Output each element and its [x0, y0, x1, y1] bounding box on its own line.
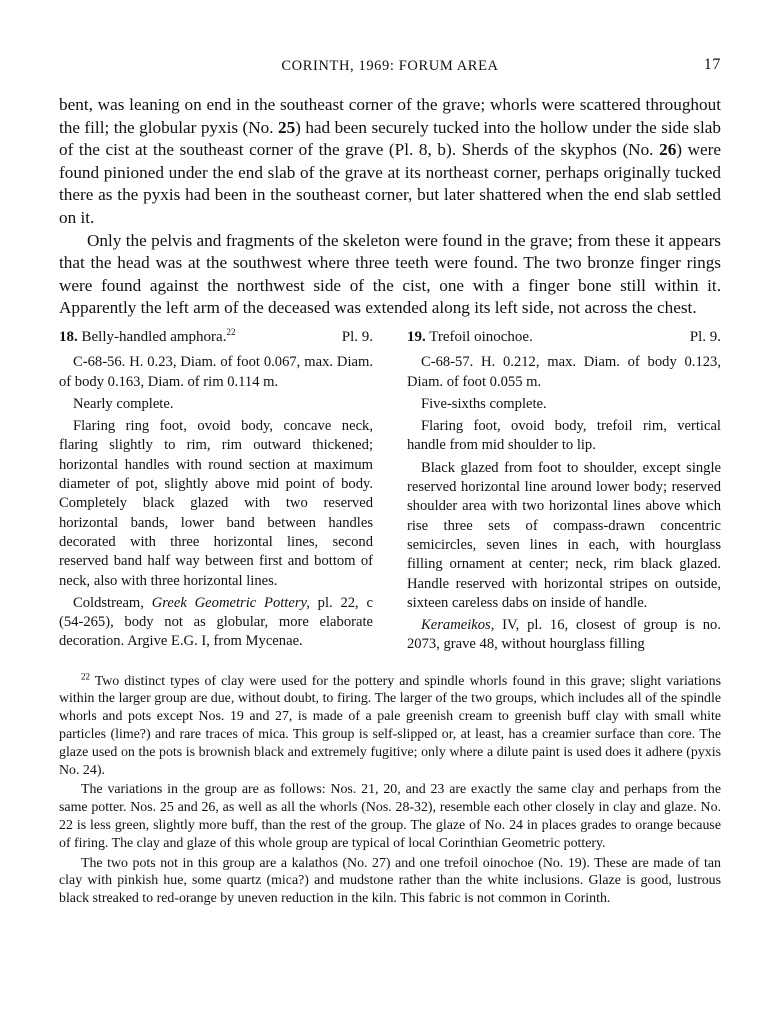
condition: Five-sixths complete. — [421, 395, 547, 412]
description-form: Flaring foot, ovoid body, trefoil rim, vertical handle from mid shoulder to lip. — [407, 418, 721, 454]
inventory-data: C-68-57. H. 0.212, max. Diam. of body 0.123, Diam. of foot 0.055 m. — [407, 354, 721, 390]
footnote-paragraph-1: $^{22}$ Two distinct types of clay were used for the pottery and spindle whorls found in this grave; slight variations within the larger group are due, without doubt, to firing. The larger of the two groups, which includes all of the spindle whorls and pots except Nos. 19 and 27, is made of a pale greenish cream to greenish buff clay with small white particles (lime?) and rare traces of mica. This group is self-slipped or, at least, has a creamier surface than core. The glaze used on the pots is brownish black and extremely fugitive; only where a dilute paint is used does it adhere (pyxis No. 24). — [59, 671, 721, 778]
inventory-data: C-68-56. H. 0.23, Diam. of foot 0.067, max. Diam. of body 0.163, Diam. of rim 0.114 m. — [59, 354, 373, 390]
body-text — [59, 94, 721, 320]
plate-ref: Pl. 9. — [689, 328, 721, 345]
catalog-entry-18 — [59, 328, 373, 655]
footnote-paragraph-3: The two pots not in this group are a kalathos (No. 27) and one trefoil oinochoe (No. 19). These are made of tan clay with pinkish hue, some quartz (mica?) and mudstone rather than the white inclusions. Glaze is good, lustrous black streaked to red-orange by uneven reduction in the kiln. This fabric is not common in Corinth. — [59, 855, 721, 907]
description: Flaring ring foot, ovoid body, concave neck, flaring slightly to rim, rim outward thickened; horizontal handles with round section at maximum diameter of pot, slightly above mid point of body. Completely black glazed with two reserved horizontal bands, lower band between handles decorated with three horizontal lines, second reserved band half way between first and bottom of neck, also with three horizontal lines. — [59, 418, 373, 589]
page — [59, 56, 721, 908]
running-title: CORINTH, 1969: FORUM AREA — [281, 58, 499, 74]
bibliography: Coldstream, Greek Geometric Pottery, pl. 22, c (54-265), body not as globular, more elaborate decoration. Argive E.G. I, from Mycenae. — [59, 594, 373, 650]
running-head — [59, 56, 721, 80]
body-paragraph-2: Only the pelvis and fragments of the skeleton were found in the grave; from these it appears that the head was at the southwest where three teeth were found. The two bronze finger rings were found against the northwest side of the cist, one with a finger bone still within it. Apparently the left arm of the deceased was extended along its left side, not across the chest. — [59, 230, 721, 318]
catalog-heading: 19. Trefoil oinochoe. Pl. 9. — [407, 328, 721, 347]
plate-ref: Pl. 9. — [341, 328, 373, 345]
condition: Nearly complete. — [73, 395, 174, 412]
footnote — [59, 673, 721, 908]
catalog-columns — [59, 328, 721, 655]
page-number: 17 — [703, 56, 721, 73]
description-decoration: Black glazed from foot to shoulder, except single reserved horizontal line around lower body; reserved shoulder area with two horizontal lines above which rise three sets of compass-drawn concentric semicircles, seven lines in each, with hourglass filling ornament at center; neck, rim black glazed. Handle reserved with horizontal stripes on outside, sixteen careless dabs on inside of handle. — [407, 459, 721, 611]
body-paragraph-1: bent, was leaning on end in the southeast corner of the grave; whorls were scattered throughout the fill; the globular pyxis (No. 25) had been securely tucked into the hollow under the side slab of the cist at the southeast corner of the grave (Pl. 8, b). Sherds of the skyphos (No. 26) were found pinioned under the end slab of the grave at its northeast corner, perhaps originally tucked there as the pyxis had been in the southeast corner, but later shattered when the end slab settled on it. — [59, 95, 721, 227]
catalog-heading: 18. Belly-handled amphora.$^{22}$ Pl. 9. — [59, 328, 373, 347]
footnote-paragraph-2: The variations in the group are as follows: Nos. 21, 20, and 23 are exactly the same clay and perhaps from the same potter. Nos. 25 and 26, as well as all the whorls (Nos. 28-32), resemble each other closely in clay and glaze. No. 22 is less green, slightly more buff, than the rest of the group. The glaze of No. 24 in places grades to orange because of firing. The clay and glaze of this whole group are typical of local Corinthian Geometric pottery. — [59, 782, 721, 851]
bibliography: Kerameikos, IV, pl. 16, closest of group is no. 2073, grave 48, without hourglass filling — [407, 617, 721, 653]
footnote-marker: 22 — [81, 671, 90, 682]
footnote-ref[interactable]: 22 — [226, 326, 236, 337]
catalog-entry-19 — [407, 328, 721, 655]
